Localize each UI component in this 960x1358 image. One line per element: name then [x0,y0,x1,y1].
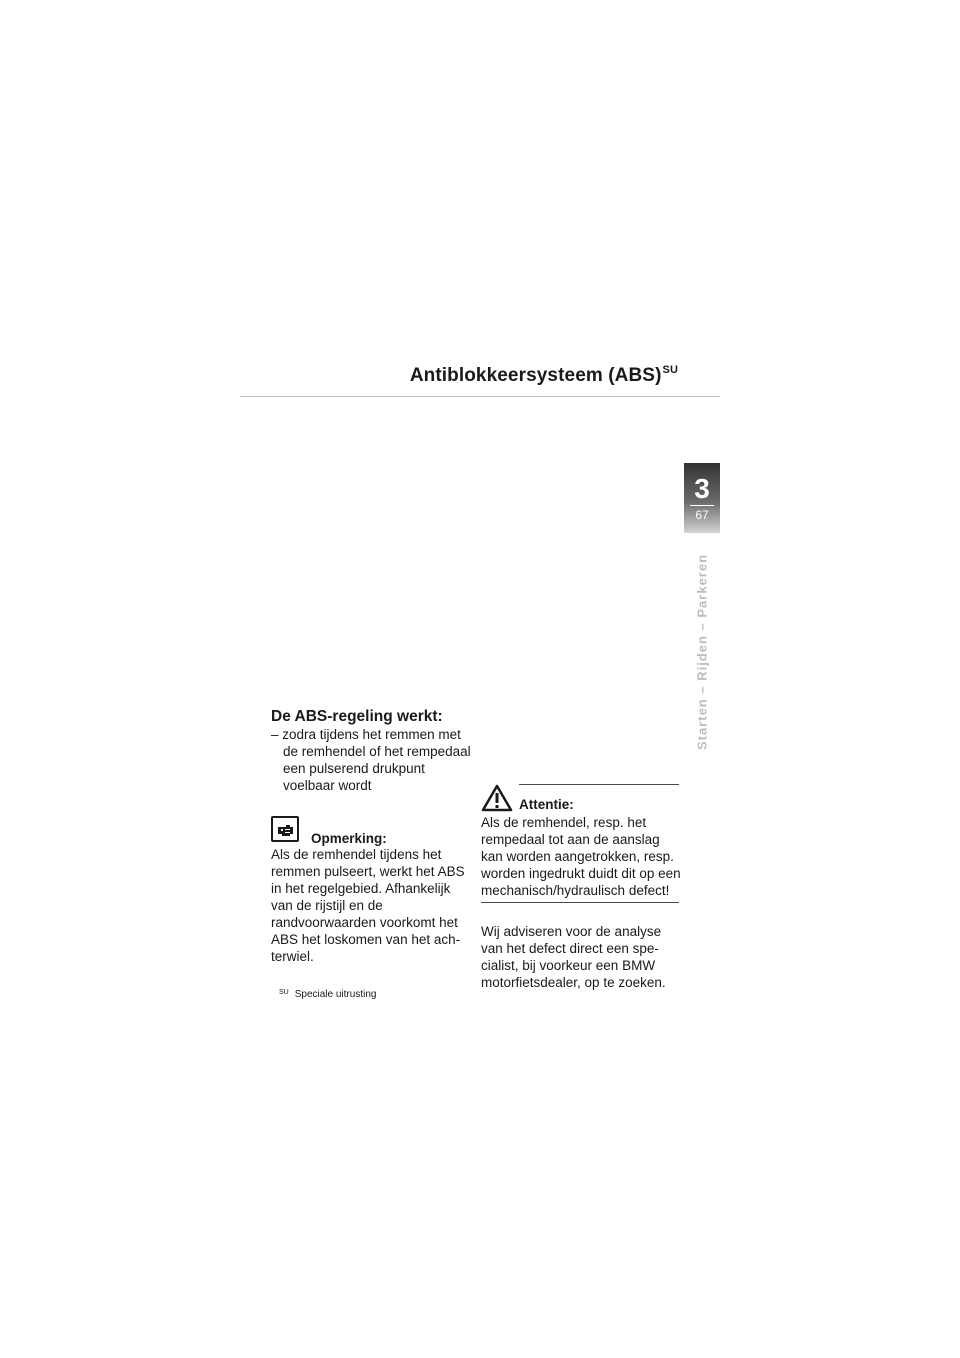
note-label: Opmerking: [311,831,387,846]
footnote-mark: SU [279,989,289,996]
section-side-title: Starten – Rijden – Parkeren [694,553,710,751]
warning-triangle-icon [481,784,513,812]
warning-label: Attentie: [519,797,574,812]
chapter-tab [684,463,720,533]
chapter-number: 3 [694,473,710,504]
warning-header [481,784,681,812]
page-number: 67 [695,508,709,522]
footnote [271,987,471,1001]
page-title-text: Antiblokkeersysteem (ABS) [409,365,662,386]
chapter-tab-divider [690,505,714,506]
warning-bottom-divider [481,902,679,903]
note-hand-icon [271,816,299,842]
advice-text: Wij adviseren voor de analyse van het defect direct een specialist, bij voorkeur een BMW motorfietsdealer, op te zoeken. [481,924,666,990]
list-item: – zodra tijdens het remmen met de remhendel of het rempedaal een pulserend drukpunt voelbaar wordt [271,727,471,793]
note-text: Als de remhendel tijdens het remmen pulseert, werkt het ABS in het regelgebied. Afhankelijk van de rijstijl en de randvoorwaarden voorkomt het ABS het loskomen van het achterwiel. [271,847,465,964]
page-title [410,364,678,387]
note-header [271,816,471,846]
warning-text: Als de remhendel, resp. het rempedaal tot aan de aanslag kan worden aangetrokken, resp. worden ingedrukt duidt dit op een mechanisch/hydraulisch defect! [481,815,681,898]
title-superscript: SU [662,364,678,376]
right-column [481,784,681,991]
header-divider [240,396,720,397]
abs-heading: De ABS-regeling werkt: [271,708,443,725]
footnote-text: Speciale uitrusting [294,989,377,1000]
abs-condition-list [271,726,471,794]
left-column [271,708,471,1001]
